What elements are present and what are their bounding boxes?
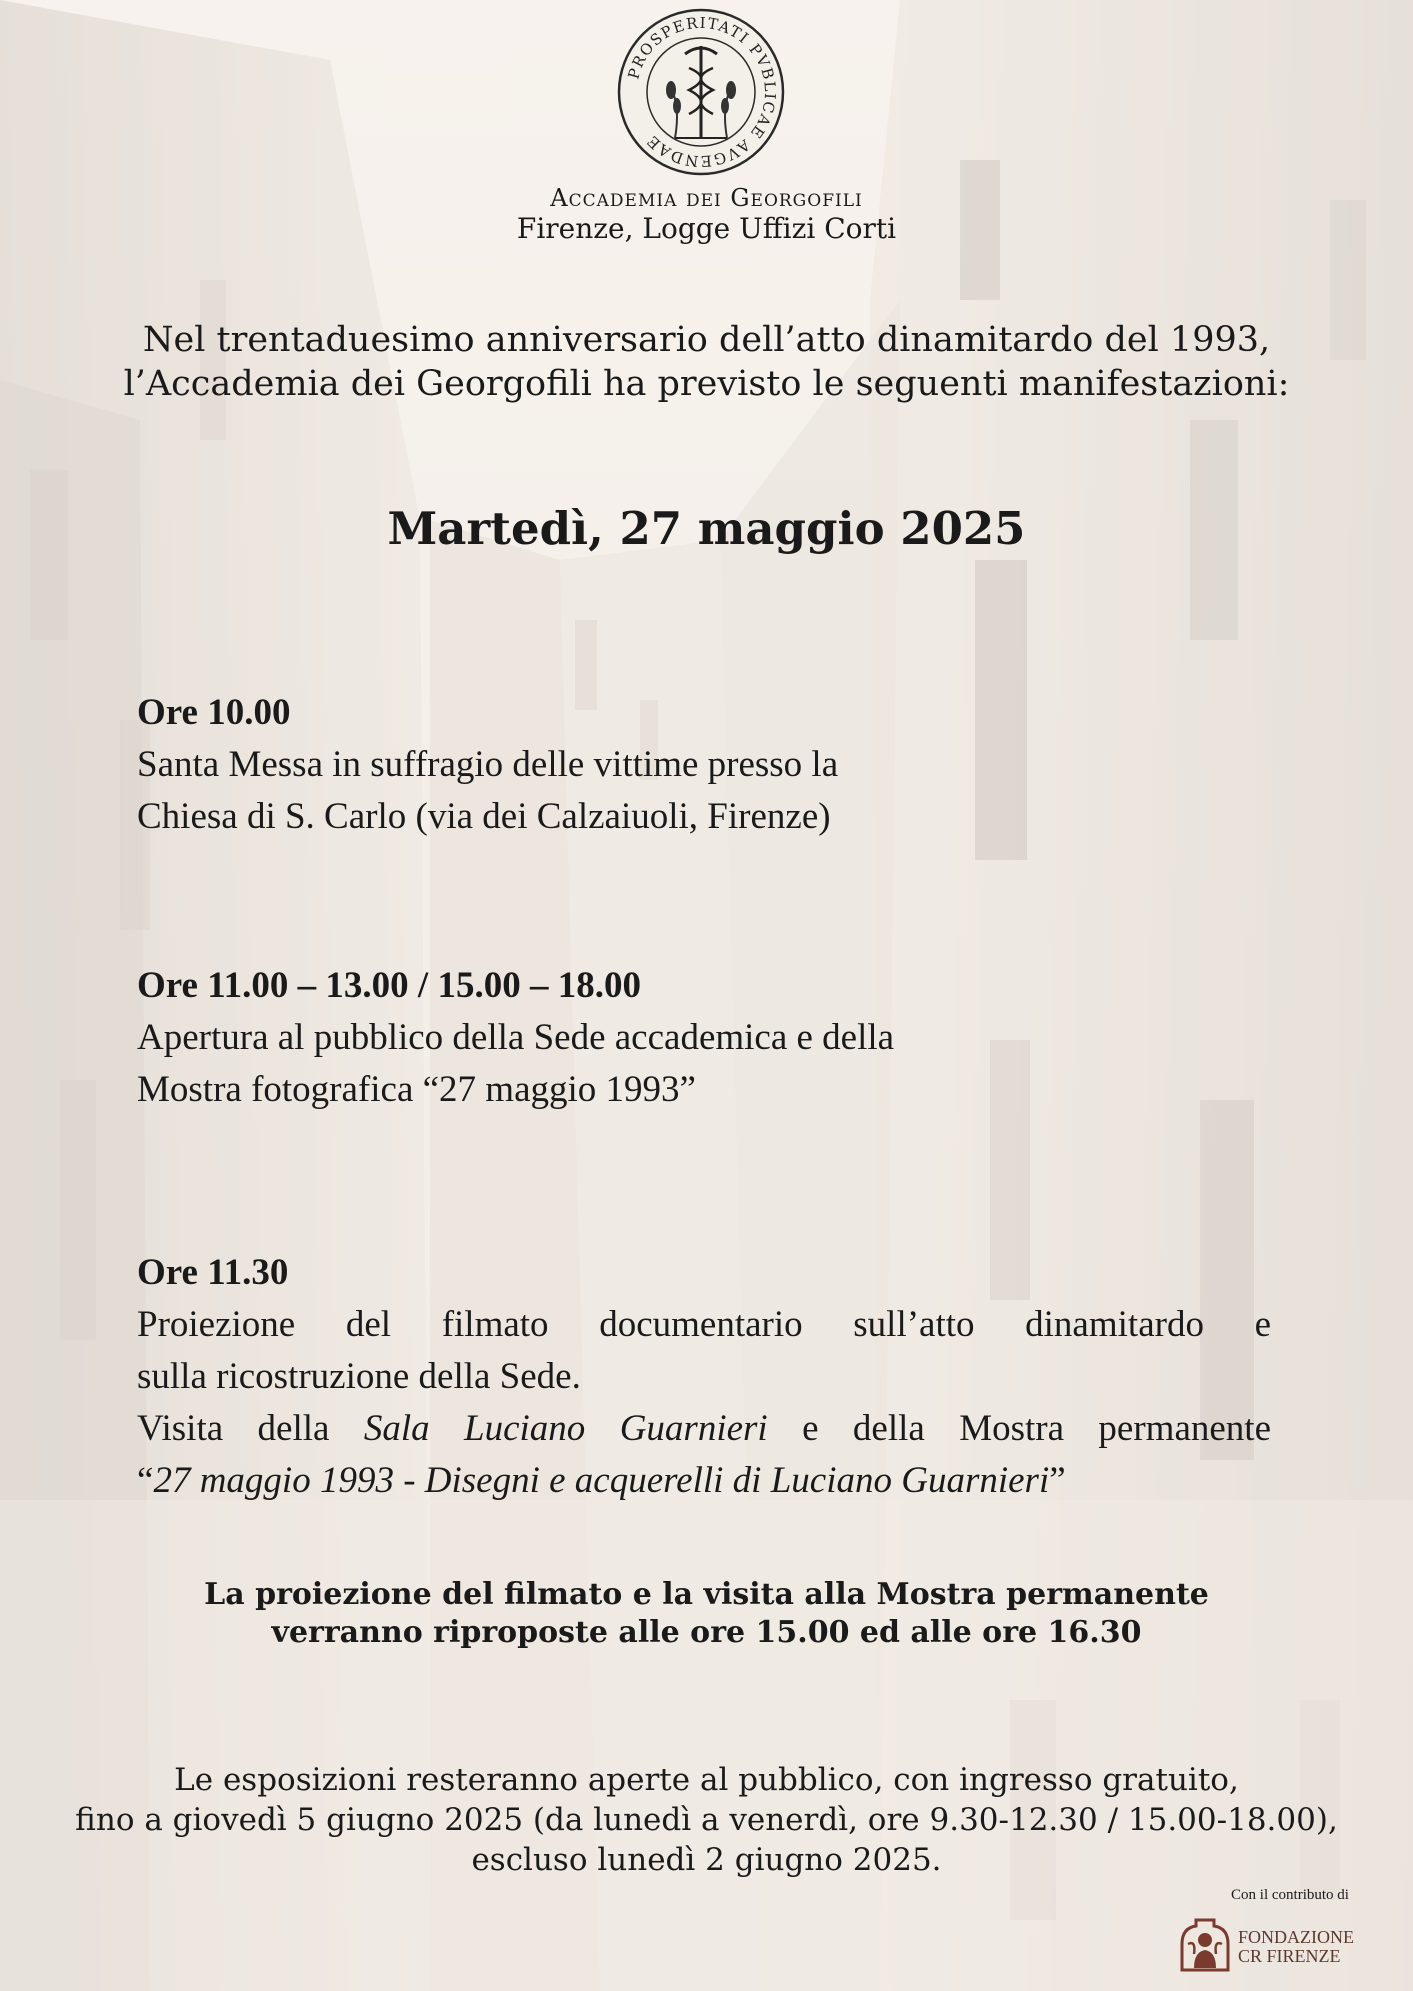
event-description-line: Apertura al pubblico della Sede accademica e della: [137, 1017, 895, 1058]
sponsor-caption: Con il contributo di: [1231, 1887, 1349, 1903]
footer-line: escluso lunedì 2 giugno 2025.: [471, 1842, 942, 1878]
organization-location: Firenze, Logge Uffizi Corti: [516, 212, 897, 245]
event-description-line: [137, 1455, 1271, 1507]
event-description-line: [137, 1403, 1271, 1455]
event-date-heading: Martedì, 27 maggio 2025: [387, 502, 1026, 555]
event-description-line: sulla ricostruzione della Sede.: [137, 1356, 581, 1397]
intro-paragraph: [60, 318, 1353, 406]
event-description-line: Mostra fotografica “27 maggio 1993”: [137, 1069, 696, 1110]
event-description-line: Santa Messa in suffragio delle vittime presso la: [137, 744, 839, 785]
exhibition-title: 27 maggio 1993 - Disegni e acquerelli di Luciano Guarnieri: [153, 1460, 1050, 1501]
text-fragment: e della Mostra permanente: [767, 1408, 1272, 1449]
sponsor-name-line: FONDAZIONE: [1238, 1927, 1354, 1947]
event-time: Ore 10.00: [137, 692, 291, 733]
footer-line: fino a giovedì 5 giugno 2025 (da lunedì a venerdì, ore 9.30-12.30 / 15.00-18.00),: [75, 1802, 1338, 1838]
text-fragment: ”: [1049, 1460, 1066, 1501]
repeat-schedule-note: [0, 1576, 1413, 1652]
event-item: [137, 687, 1271, 843]
intro-line: Nel trentaduesimo anniversario dell’atto dinamitardo del 1993,: [142, 320, 1271, 360]
sponsor-name: [1238, 1928, 1354, 1966]
text-fragment: Visita della: [137, 1408, 364, 1449]
hall-name: Sala Luciano Guarnieri: [363, 1408, 768, 1449]
seal-text: PROSPERITATI PVBLICAE AVGENDAE: [624, 13, 780, 171]
event-time: Ore 11.00 – 13.00 / 15.00 – 18.00: [137, 965, 641, 1006]
event-description-line: Chiesa di S. Carlo (via dei Calzaiuoli, Firenze): [137, 796, 831, 837]
footer-line: Le esposizioni resteranno aperte al pubblico, con ingresso gratuito,: [174, 1762, 1239, 1798]
note-line: La proiezione del filmato e la visita alla Mostra permanente: [204, 1577, 1209, 1612]
opening-hours-paragraph: [0, 1760, 1413, 1880]
sponsor-name-line: CR FIRENZE: [1238, 1946, 1341, 1966]
accademia-seal-logo: [615, 6, 787, 178]
organization-name: Accademia dei Georgofili: [550, 184, 863, 212]
fondazione-cr-firenze-icon: [1172, 1914, 1238, 1980]
note-line: verranno riproposte alle ore 15.00 ed alle ore 16.30: [271, 1615, 1142, 1650]
intro-line: l’Accademia dei Georgofili ha previsto le seguenti manifestazioni:: [123, 364, 1290, 404]
event-time: Ore 11.30: [137, 1252, 289, 1293]
event-item: [137, 1247, 1271, 1507]
event-description-line: Proiezione del filmato documentario sull’atto dinamitardo e: [137, 1304, 1271, 1345]
text-fragment: “: [137, 1460, 154, 1501]
event-item: [137, 960, 1271, 1116]
